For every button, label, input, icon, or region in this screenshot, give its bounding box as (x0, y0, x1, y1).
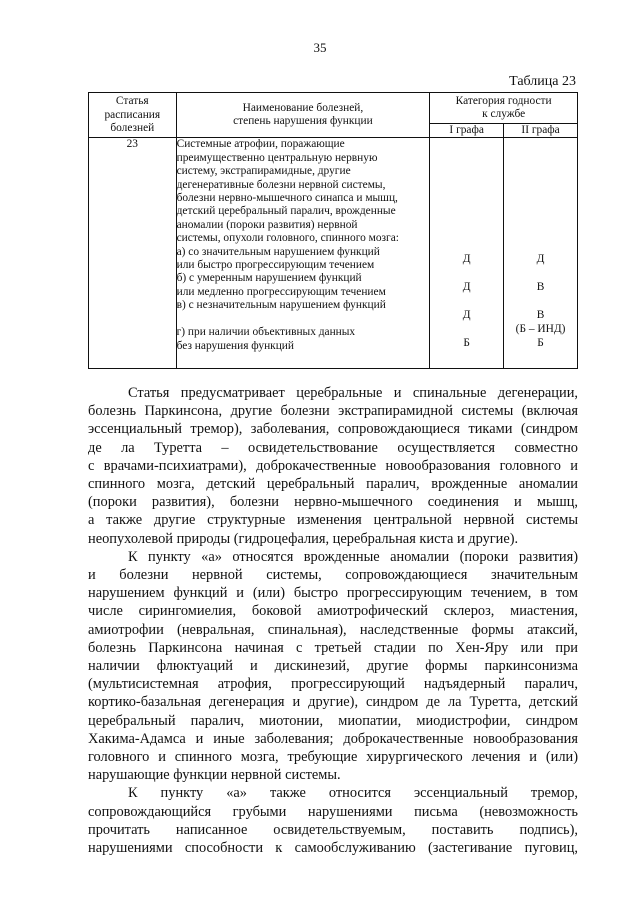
text-line: наличии флюктуаций и дискинезий, другие формы паркинсонизма (88, 658, 578, 675)
name-line: детский церебральный паралич, врожденные (176, 205, 396, 218)
name-line: в) с незначительным нарушением функций (176, 299, 386, 312)
text-line: Статья предусматривает церебральные и спинальные дегенерации, (128, 385, 578, 401)
graph-2-value: Б (537, 337, 544, 350)
name-line: а) со значительным нарушением функций (176, 245, 380, 258)
text-line: Хакима-Адамса и иные заболевания; доброкачественные новообразования (88, 730, 578, 747)
name-line: б) с умеренным нарушением функций (176, 272, 362, 285)
name-line: дегенеративные болезни нервной системы, (176, 178, 386, 191)
header-name-line: Наименование болезней, (242, 101, 364, 114)
table-caption: Таблица 23 (509, 74, 576, 89)
text-line: церебральный паралич, миотонии, миопатии, миодистрофии, синдром (88, 712, 578, 729)
text-line: (мультисистемная атрофия, прогрессирующий надъядерный паралич, (88, 676, 578, 693)
header-name-line: степень нарушения функции (233, 115, 373, 128)
header-article-line: расписания (104, 108, 161, 121)
disease-table (88, 92, 578, 369)
text-line: де ла Туретта – освидетельствование осуществляется совместно (88, 439, 578, 456)
name-line: или быстро прогрессирующим течением (176, 259, 375, 272)
text-line: кортико-базальная дегенерация и другие), синдром де ла Туретта, детский (88, 694, 578, 711)
header-category (430, 93, 578, 124)
name-line: системы, опухоли головного, спинного мозга: (176, 232, 399, 245)
paragraph (88, 384, 578, 548)
text-line: (пороки развития), болезни нервно-мышечного соединения и мышц, (88, 494, 578, 511)
page-number: 35 (313, 40, 327, 55)
text-line: числе сирингомиелия, боковой амиотрофический склероз, миастения, (88, 603, 578, 620)
text-line: нарушающие функции нервной системы. (88, 767, 341, 784)
text-line: и болезни нервной системы, сопровождающиеся значительным (88, 567, 578, 584)
text-line: К пункту «а» также относится эссенциальный тремор, (128, 785, 578, 802)
text-line: болезнь Паркинсона, другие болезни экстрапирамидной системы (включая (88, 403, 578, 420)
header-graph-2: II графа (504, 124, 578, 138)
text-line: с врачами-психиатрами), доброкачественные новообразования головного и (88, 457, 578, 474)
table-row (89, 138, 578, 369)
graph-1-value: Д (462, 253, 471, 266)
name-line: болезни нервно-мышечного синапса и мышц, (176, 192, 398, 205)
graph-1-value: Б (463, 337, 470, 350)
graph-1-value: Д (462, 309, 471, 322)
name-line: или медленно прогрессирующим течением (176, 285, 386, 298)
text-line: амиотрофии (невральная, спинальная), наследственные формы атаксий, (88, 621, 578, 638)
text-line: головного и спинного мозга, требующие хирургического лечения и (или) (88, 749, 578, 766)
text-line: нарушением функций и (или) быстро прогрессирующим течением, в том (88, 585, 578, 602)
body-text (88, 384, 578, 857)
header-article-line: болезней (110, 121, 155, 134)
graph-1-value: Д (462, 281, 471, 294)
text-line: а также другие структурные изменения центральной нервной системы (88, 512, 578, 529)
name-line: Системные атрофии, поражающие (176, 138, 345, 151)
cell-article: 23 (89, 138, 177, 369)
header-graph-1: I графа (430, 124, 504, 138)
header-article (89, 93, 177, 138)
text-line: болезнь Паркинсона начиная с третьей стадии по Хен-Яру или при (88, 639, 578, 656)
graph-2-value: В (536, 281, 545, 294)
name-line: г) при наличии объективных данных (176, 326, 356, 339)
cell-name (176, 138, 430, 369)
paragraph (88, 784, 578, 857)
header-category-line: Категория годности (455, 94, 552, 107)
cell-graph-1 (430, 138, 504, 369)
name-line: преимущественно центральную нервную (176, 151, 378, 164)
text-line: сопровождающийся грубыми нарушениями письма (невозможность (88, 803, 578, 820)
graph-2-value: (Б – ИНД) (515, 323, 566, 336)
text-line: спинного мозга, детский церебральный паралич, врожденные аномалии (88, 476, 578, 493)
graph-2-value: В (536, 309, 545, 322)
header-name (176, 93, 430, 138)
name-line: без нарушения функций (176, 339, 295, 352)
graph-2-value: Д (536, 253, 545, 266)
text-line: неопухолевой природы (гидроцефалия, церебральная киста и другие). (88, 530, 519, 547)
header-category-line: к службе (482, 108, 526, 120)
paragraph (88, 548, 578, 785)
name-line: аномалии (пороки развития) нервной (176, 218, 358, 231)
name-line (177, 313, 430, 326)
name-line: систему, экстрапирамидные, другие (176, 165, 351, 178)
header-article-line: Статья (115, 95, 149, 108)
cell-graph-2 (504, 138, 578, 369)
text-line: нарушениями способности к самообслуживанию (застегивание пуговиц, (88, 840, 578, 857)
text-line: К пункту «а» относятся врожденные аномалии (пороки развития) (128, 548, 578, 565)
text-line: прочитать написанное освидетельствуемым, поставить подпись), (88, 821, 578, 838)
text-line: эссенциальный тремор), заболевания, сопровождающиеся тиками (синдром (88, 421, 578, 438)
